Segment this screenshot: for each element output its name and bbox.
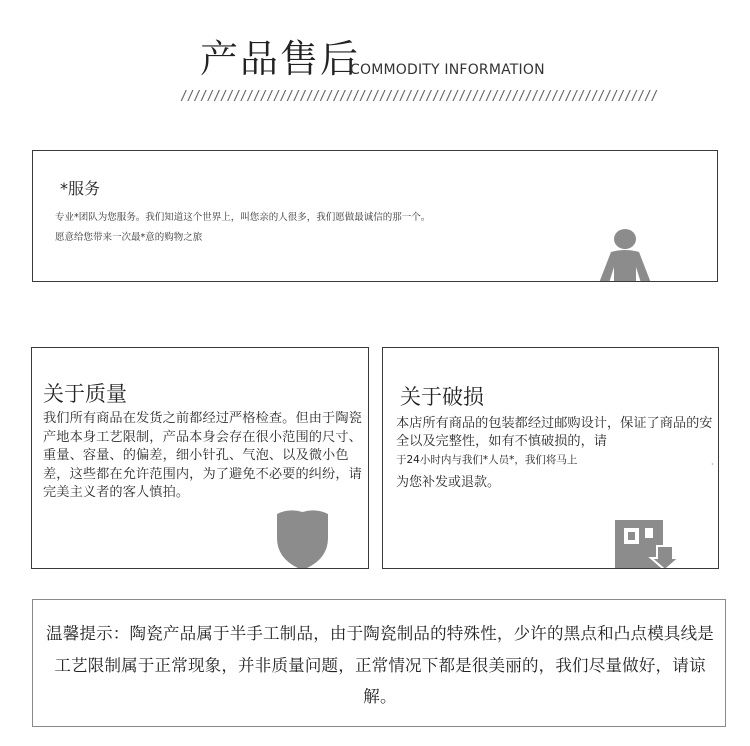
title-divider: //////////////////////////////////////////////////////////////////////// [180,89,658,104]
damage-title: 关于破损 [400,385,484,409]
quality-panel [31,347,369,569]
damage-description-1: 本店所有商品的包装都经过邮购设计，保证了商品的安全以及完整性，如有不慎破损的，请 [396,416,713,449]
quality-description: 我们所有商品在发货之前都经过严格检查。但由于陶瓷产地本身工艺限制，产品本身会存在很小范围的尺寸、重量、容量、的偏差，细小针孔、气泡、以及微小色差，这些都在允许范围内，为了避免不必要的纠纷，请完美主义者的客人慎拍。 [43,411,362,501]
decorative-dot: · [711,460,714,469]
damage-description-2: 于24小时内与我们*人员*，我们将马上 [396,454,578,466]
service-text-line-2: 愿意给您带来一次最*意的购物之旅 [55,232,203,243]
service-title: *服务 [60,179,101,198]
page-subtitle: COMMODITY INFORMATION [350,62,545,78]
return-package-icon [615,520,681,569]
warm-tip-text: 温馨提示：陶瓷产品属于半手工制品，由于陶瓷制品的特殊性，少许的黑点和凸点模具线是工艺限制属于正常现象，并非质量问题，正常情况下都是很美丽的，我们尽量做好，请谅解。 [46,624,714,706]
customer-service-person-icon [595,227,655,282]
service-panel [32,150,718,282]
quality-title: 关于质量 [43,382,127,406]
warm-tip-panel [32,599,726,727]
service-text-line-1: 专业*团队为您服务。我们知道这个世界上，叫您亲的人很多，我们愿做最诚信的那一个。 [55,212,431,223]
damage-description-3: 为您补发或退款。 [396,475,501,490]
shield-icon [275,508,330,569]
page-title: 产品售后 [200,37,361,81]
damage-panel [382,347,719,569]
